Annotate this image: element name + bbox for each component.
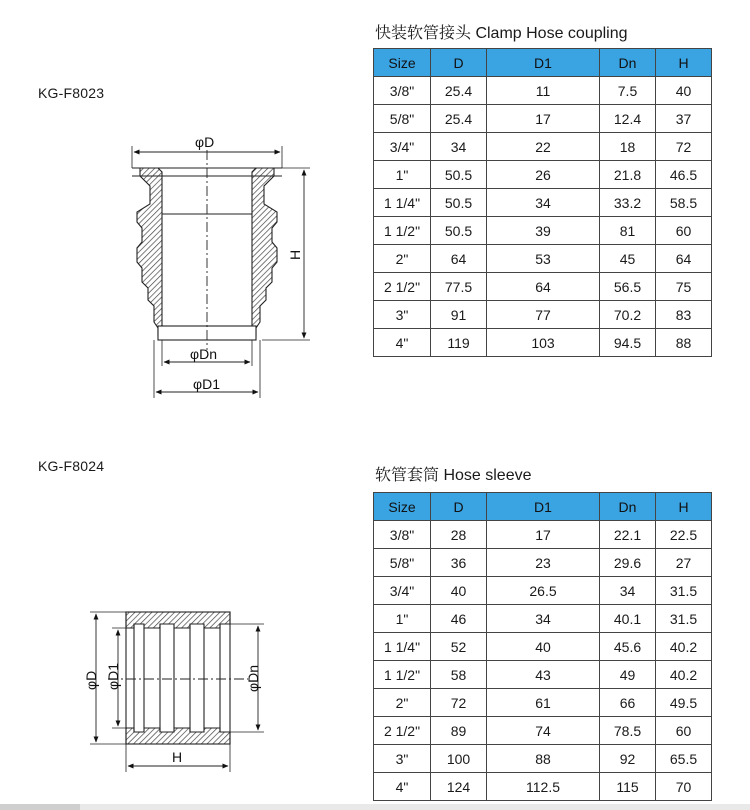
cell: 31.5 bbox=[656, 577, 712, 605]
cell: 2" bbox=[374, 689, 431, 717]
col-size: Size bbox=[374, 493, 431, 521]
coupling-drawing bbox=[132, 146, 310, 398]
cell: 4" bbox=[374, 329, 431, 357]
cell: 1 1/4" bbox=[374, 633, 431, 661]
cell: 34 bbox=[487, 605, 600, 633]
cell: 78.5 bbox=[600, 717, 656, 745]
cell: 72 bbox=[431, 689, 487, 717]
scrollbar-thumb[interactable] bbox=[0, 804, 80, 810]
cell: 5/8" bbox=[374, 549, 431, 577]
cell: 91 bbox=[431, 301, 487, 329]
sleeve-label-d: φD bbox=[83, 670, 99, 690]
cell: 1" bbox=[374, 605, 431, 633]
cell: 115 bbox=[600, 773, 656, 801]
coupling-title: 快装软管接头 Clamp Hose coupling bbox=[375, 25, 628, 42]
cell: 64 bbox=[487, 273, 600, 301]
cell: 22.1 bbox=[600, 521, 656, 549]
sleeve-bottom-wall bbox=[126, 728, 230, 744]
cell: 26 bbox=[487, 161, 600, 189]
cell: 28 bbox=[431, 521, 487, 549]
cell: 34 bbox=[431, 133, 487, 161]
col-d: D bbox=[431, 493, 487, 521]
cell: 77.5 bbox=[431, 273, 487, 301]
cell: 12.4 bbox=[600, 105, 656, 133]
cell: 89 bbox=[431, 717, 487, 745]
coupling-label-d: φD bbox=[195, 134, 215, 150]
col-h: H bbox=[656, 493, 712, 521]
cell: 50.5 bbox=[431, 189, 487, 217]
cell: 2" bbox=[374, 245, 431, 273]
cell: 17 bbox=[487, 521, 600, 549]
cell: 58.5 bbox=[656, 189, 712, 217]
sleeve-code: KG-F8024 bbox=[38, 458, 105, 474]
col-h: H bbox=[656, 49, 712, 77]
coupling-right-wall bbox=[252, 168, 277, 336]
cell: 49 bbox=[600, 661, 656, 689]
cell: 25.4 bbox=[431, 77, 487, 105]
cell: 61 bbox=[487, 689, 600, 717]
cell: 103 bbox=[487, 329, 600, 357]
cell: 18 bbox=[600, 133, 656, 161]
coupling-code: KG-F8023 bbox=[38, 85, 105, 101]
cell: 25.4 bbox=[431, 105, 487, 133]
cell: 52 bbox=[431, 633, 487, 661]
cell: 119 bbox=[431, 329, 487, 357]
cell: 1 1/4" bbox=[374, 189, 431, 217]
col-d: D bbox=[431, 49, 487, 77]
coupling-label-h: H bbox=[287, 249, 303, 260]
cell: 37 bbox=[656, 105, 712, 133]
cell: 23 bbox=[487, 549, 600, 577]
cell: 31.5 bbox=[656, 605, 712, 633]
cell: 21.8 bbox=[600, 161, 656, 189]
cell: 58 bbox=[431, 661, 487, 689]
cell: 50.5 bbox=[431, 217, 487, 245]
col-dn: Dn bbox=[600, 493, 656, 521]
cell: 7.5 bbox=[600, 77, 656, 105]
cell: 26.5 bbox=[487, 577, 600, 605]
col-dn: Dn bbox=[600, 49, 656, 77]
cell: 81 bbox=[600, 217, 656, 245]
cell: 33.2 bbox=[600, 189, 656, 217]
cell: 1 1/2" bbox=[374, 217, 431, 245]
cell: 66 bbox=[600, 689, 656, 717]
cell: 70.2 bbox=[600, 301, 656, 329]
cell: 40 bbox=[487, 633, 600, 661]
cell: 75 bbox=[656, 273, 712, 301]
cell: 27 bbox=[656, 549, 712, 577]
cell: 40.1 bbox=[600, 605, 656, 633]
cell: 100 bbox=[431, 745, 487, 773]
sleeve-label-h: H bbox=[172, 749, 183, 765]
cell: 3/4" bbox=[374, 577, 431, 605]
coupling-label-dn: φDn bbox=[190, 346, 217, 362]
cell: 94.5 bbox=[600, 329, 656, 357]
cell: 29.6 bbox=[600, 549, 656, 577]
horizontal-scrollbar[interactable] bbox=[0, 804, 750, 810]
cell: 56.5 bbox=[600, 273, 656, 301]
sleeve-title: 软管套筒 Hose sleeve bbox=[375, 467, 532, 484]
cell: 3/4" bbox=[374, 133, 431, 161]
cell: 5/8" bbox=[374, 105, 431, 133]
cell: 43 bbox=[487, 661, 600, 689]
cell: 36 bbox=[431, 549, 487, 577]
sleeve-drawing bbox=[90, 612, 264, 772]
cell: 40 bbox=[656, 77, 712, 105]
cell: 112.5 bbox=[487, 773, 600, 801]
cell: 64 bbox=[431, 245, 487, 273]
sleeve-label-dn: φDn bbox=[245, 665, 261, 692]
cell: 40.2 bbox=[656, 661, 712, 689]
cell: 39 bbox=[487, 217, 600, 245]
coupling-left-wall bbox=[137, 168, 162, 336]
cell: 49.5 bbox=[656, 689, 712, 717]
cell: 22.5 bbox=[656, 521, 712, 549]
cell: 22 bbox=[487, 133, 600, 161]
cell: 1 1/2" bbox=[374, 661, 431, 689]
sleeve-top-wall bbox=[126, 612, 230, 628]
cell: 83 bbox=[656, 301, 712, 329]
cell: 124 bbox=[431, 773, 487, 801]
cell: 72 bbox=[656, 133, 712, 161]
cell: 77 bbox=[487, 301, 600, 329]
cell: 53 bbox=[487, 245, 600, 273]
cell: 70 bbox=[656, 773, 712, 801]
cell: 65.5 bbox=[656, 745, 712, 773]
cell: 46.5 bbox=[656, 161, 712, 189]
cell: 2 1/2" bbox=[374, 273, 431, 301]
cell: 3" bbox=[374, 745, 431, 773]
cell: 4" bbox=[374, 773, 431, 801]
cell: 64 bbox=[656, 245, 712, 273]
cell: 60 bbox=[656, 217, 712, 245]
cell: 92 bbox=[600, 745, 656, 773]
cell: 34 bbox=[487, 189, 600, 217]
coupling-label-d1: φD1 bbox=[193, 376, 220, 392]
col-d1: D1 bbox=[487, 49, 600, 77]
cell: 88 bbox=[487, 745, 600, 773]
cell: 40 bbox=[431, 577, 487, 605]
cell: 46 bbox=[431, 605, 487, 633]
cell: 45.6 bbox=[600, 633, 656, 661]
cell: 3/8" bbox=[374, 77, 431, 105]
cell: 3/8" bbox=[374, 521, 431, 549]
cell: 17 bbox=[487, 105, 600, 133]
cell: 40.2 bbox=[656, 633, 712, 661]
cell: 50.5 bbox=[431, 161, 487, 189]
cell: 2 1/2" bbox=[374, 717, 431, 745]
col-size: Size bbox=[374, 49, 431, 77]
cell: 11 bbox=[487, 77, 600, 105]
cell: 45 bbox=[600, 245, 656, 273]
col-d1: D1 bbox=[487, 493, 600, 521]
sleeve-label-d1: φD1 bbox=[105, 663, 121, 690]
cell: 1" bbox=[374, 161, 431, 189]
cell: 74 bbox=[487, 717, 600, 745]
cell: 88 bbox=[656, 329, 712, 357]
cell: 34 bbox=[600, 577, 656, 605]
cell: 3" bbox=[374, 301, 431, 329]
cell: 60 bbox=[656, 717, 712, 745]
